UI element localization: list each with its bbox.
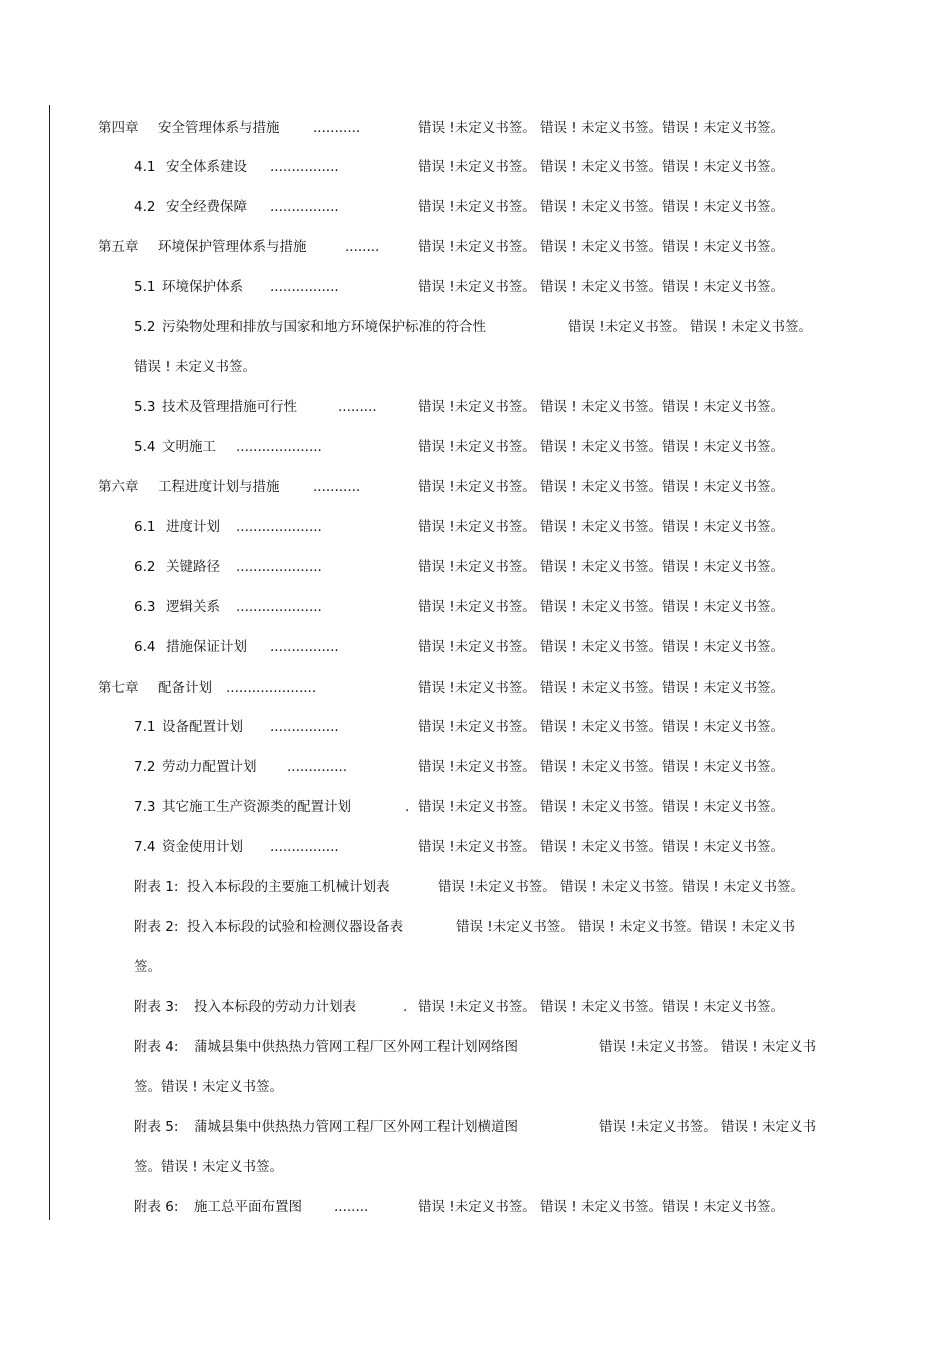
toc-entry-number: 第五章	[98, 239, 139, 255]
toc-entry-page-ref: 错误 !未定义书签。 错误 ! 未定义书签。错误 ! 未定义书签。	[418, 839, 784, 855]
toc-entry-number: 7.3	[134, 799, 156, 815]
toc-entry-title: 环境保护管理体系与措施	[158, 239, 307, 255]
toc-entry-leader: ....................	[236, 519, 322, 535]
toc-entry-page-ref-continued: 签。	[134, 959, 161, 975]
toc-entry-title: 蒲城县集中供热热力管网工程厂区外网工程计划横道图	[194, 1119, 518, 1135]
toc-entry-title: 其它施工生产资源类的配置计划	[162, 799, 351, 815]
toc-entry-title: 环境保护体系	[162, 279, 243, 295]
toc-entry-number: 5.4	[134, 439, 156, 455]
toc-entry-page-ref: 错误 !未定义书签。 错误 ! 未定义书签。错误 ! 未定义书签。	[418, 439, 784, 455]
toc-entry-title: 资金使用计划	[162, 839, 243, 855]
toc-entry-title: 配备计划	[158, 680, 212, 696]
toc-entry-leader: .........	[338, 399, 377, 415]
toc-entry-title: 安全经费保障	[166, 199, 247, 215]
toc-entry-number: 4.2	[134, 199, 156, 215]
toc-entry-number: 附表 4:	[134, 1039, 179, 1055]
toc-entry-page-ref: 错误 !未定义书签。 错误 ! 未定义书签。错误 ! 未定义书签。	[418, 559, 784, 575]
toc-entry-leader: ........	[334, 1199, 369, 1215]
toc-entry-page-ref: 错误 !未定义书签。 错误 ! 未定义书签。错误 ! 未定义书	[456, 919, 795, 935]
toc-entry-number: 6.1	[134, 519, 156, 535]
toc-entry-title: 进度计划	[166, 519, 220, 535]
toc-entry-page-ref: 错误 !未定义书签。 错误 ! 未定义书签。错误 ! 未定义书签。	[418, 639, 784, 655]
toc-entry-page-ref: 错误 !未定义书签。 错误 ! 未定义书签。错误 ! 未定义书签。	[418, 599, 784, 615]
toc-entry-page-ref: 错误 !未定义书签。 错误 ! 未定义书	[599, 1039, 816, 1055]
toc-entry-title: 蒲城县集中供热热力管网工程厂区外网工程计划网络图	[194, 1039, 518, 1055]
toc-entry-title: 工程进度计划与措施	[158, 479, 280, 495]
toc-entry-leader: ........	[345, 239, 380, 255]
toc-entry-page-ref: 错误 !未定义书签。 错误 ! 未定义书签。错误 ! 未定义书签。	[418, 159, 784, 175]
toc-entry-number: 5.1	[134, 279, 156, 295]
toc-entry-page-ref: 错误 !未定义书签。 错误 ! 未定义书签。错误 ! 未定义书签。	[418, 399, 784, 415]
toc-entry-leader: ................	[270, 639, 339, 655]
toc-entry-leader: ...........	[313, 479, 361, 495]
toc-entry-title: 污染物处理和排放与国家和地方环境保护标准的符合性	[162, 319, 486, 335]
toc-entry-page-ref: 错误 !未定义书签。 错误 ! 未定义书签。错误 ! 未定义书签。	[418, 799, 784, 815]
toc-entry-leader: ....................	[236, 599, 322, 615]
toc-entry-page-ref: 错误 !未定义书签。 错误 ! 未定义书签。错误 ! 未定义书签。	[418, 120, 784, 136]
toc-entry-title: 文明施工	[162, 439, 216, 455]
toc-entry-leader: .....................	[226, 680, 317, 696]
toc-entry-page-ref: 错误 !未定义书签。 错误 ! 未定义书签。错误 ! 未定义书签。	[438, 879, 804, 895]
toc-entry-leader: ................	[270, 279, 339, 295]
toc-entry-leader: ....................	[236, 439, 322, 455]
toc-entry-page-ref: 错误 !未定义书签。 错误 ! 未定义书签。错误 ! 未定义书签。	[418, 759, 784, 775]
toc-entry-page-ref: 错误 !未定义书签。 错误 ! 未定义书签。错误 ! 未定义书签。	[418, 519, 784, 535]
toc-entry-page-ref: 错误 !未定义书签。 错误 ! 未定义书签。错误 ! 未定义书签。	[418, 680, 784, 696]
toc-entry-page-ref: 错误 !未定义书签。 错误 ! 未定义书签。错误 ! 未定义书签。	[418, 479, 784, 495]
toc-entry-number: 附表 2:	[134, 919, 179, 935]
toc-entry-leader: ................	[270, 719, 339, 735]
toc-entry-number: 4.1	[134, 159, 156, 175]
toc-entry-page-ref-continued: 错误 ! 未定义书签。	[134, 359, 256, 375]
toc-entry-title: 投入本标段的试验和检测仪器设备表	[187, 919, 403, 935]
toc-entry-page-ref: 错误 !未定义书签。 错误 ! 未定义书签。	[568, 319, 812, 335]
toc-entry-number: 6.3	[134, 599, 156, 615]
toc-entry-page-ref: 错误 !未定义书签。 错误 ! 未定义书签。错误 ! 未定义书签。	[418, 279, 784, 295]
toc-entry-number: 6.2	[134, 559, 156, 575]
toc-entry-number: 7.4	[134, 839, 156, 855]
toc-entry-title: 安全体系建设	[166, 159, 247, 175]
toc-entry-leader: ...........	[313, 120, 361, 136]
toc-entry-title: 措施保证计划	[166, 639, 247, 655]
toc-entry-page-ref-continued: 签。错误 ! 未定义书签。	[134, 1159, 283, 1175]
toc-entry-page-ref: 错误 !未定义书签。 错误 ! 未定义书签。错误 ! 未定义书签。	[418, 999, 784, 1015]
toc-entry-number: 附表 6:	[134, 1199, 179, 1215]
toc-entry-number: 5.3	[134, 399, 156, 415]
toc-entry-page-ref: 错误 !未定义书签。 错误 ! 未定义书签。错误 ! 未定义书签。	[418, 1199, 784, 1215]
toc-entry-page-ref: 错误 !未定义书签。 错误 ! 未定义书签。错误 ! 未定义书签。	[418, 199, 784, 215]
toc-entry-leader: ................	[270, 839, 339, 855]
toc-entry-page-ref: 错误 !未定义书签。 错误 ! 未定义书	[599, 1119, 816, 1135]
toc-entry-leader: .	[405, 799, 410, 815]
toc-entry-number: 6.4	[134, 639, 156, 655]
toc-entry-title: 劳动力配置计划	[162, 759, 257, 775]
toc-entry-number: 7.1	[134, 719, 156, 735]
toc-entry-title: 投入本标段的劳动力计划表	[194, 999, 356, 1015]
toc-entry-number: 第七章	[98, 680, 139, 696]
toc-entry-title: 施工总平面布置图	[194, 1199, 302, 1215]
toc-entry-page-ref: 错误 !未定义书签。 错误 ! 未定义书签。错误 ! 未定义书签。	[418, 239, 784, 255]
toc-entry-number: 第四章	[98, 120, 139, 136]
toc-entry-number: 第六章	[98, 479, 139, 495]
toc-entry-title: 逻辑关系	[166, 599, 220, 615]
toc-entry-page-ref-continued: 签。错误 ! 未定义书签。	[134, 1079, 283, 1095]
toc-entry-page-ref: 错误 !未定义书签。 错误 ! 未定义书签。错误 ! 未定义书签。	[418, 719, 784, 735]
toc-entry-title: 关键路径	[166, 559, 220, 575]
toc-entry-leader: ................	[270, 159, 339, 175]
toc-entry-title: 安全管理体系与措施	[158, 120, 280, 136]
toc-entry-number: 5.2	[134, 319, 156, 335]
toc-entry-title: 技术及管理措施可行性	[162, 399, 297, 415]
toc-entry-number: 附表 5:	[134, 1119, 179, 1135]
toc-entry-leader: ................	[270, 199, 339, 215]
toc-entry-leader: .	[403, 999, 408, 1015]
toc-entry-leader: ....................	[236, 559, 322, 575]
toc-entry-title: 投入本标段的主要施工机械计划表	[187, 879, 390, 895]
toc-entry-leader: ..............	[287, 759, 348, 775]
toc-entry-title: 设备配置计划	[162, 719, 243, 735]
toc-entry-number: 附表 3:	[134, 999, 179, 1015]
toc-entry-number: 7.2	[134, 759, 156, 775]
toc-entry-number: 附表 1:	[134, 879, 179, 895]
